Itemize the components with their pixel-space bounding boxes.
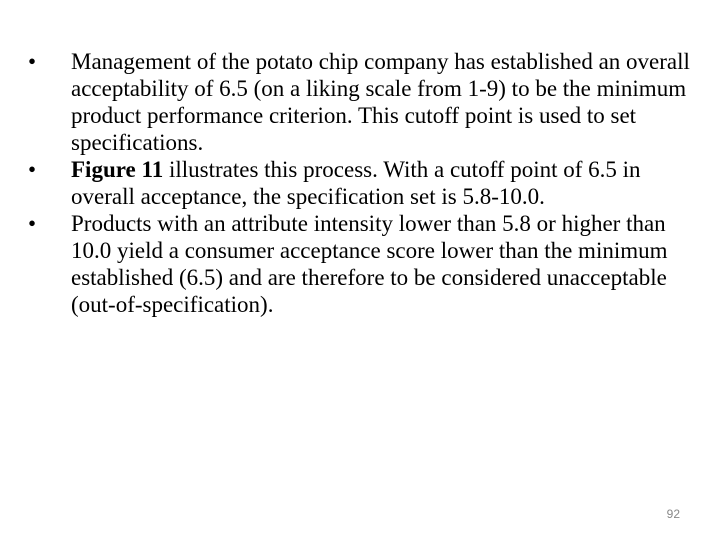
bullet-icon: • [28, 211, 37, 236]
bullet-icon: • [28, 49, 37, 74]
bullet-item-products [26, 210, 690, 318]
bullet-text: Products with an attribute intensity lower than 5.8 or higher than 10.0 yield a consumer acceptance score lower than the minimum established (6.5) and are therefore to be considered unacceptable (out-of-specification). [71, 211, 668, 317]
bullet-item-figure [26, 156, 690, 210]
bullet-icon: • [28, 157, 37, 182]
bullet-item-management [26, 48, 690, 156]
bullet-text: Management of the potato chip company has established an overall acceptability of 6.5 (on a liking scale from 1-9) to be the minimum product performance criterion. This cutoff point is used to set specifications. [71, 49, 690, 155]
page-number: 92 [666, 507, 680, 521]
bullet-list [26, 48, 690, 318]
bullet-text: illustrates this process. With a cutoff point of 6.5 in overall acceptance, the specification set is 5.8-10.0. [71, 157, 641, 209]
figure-reference: Figure 11 [71, 157, 164, 182]
